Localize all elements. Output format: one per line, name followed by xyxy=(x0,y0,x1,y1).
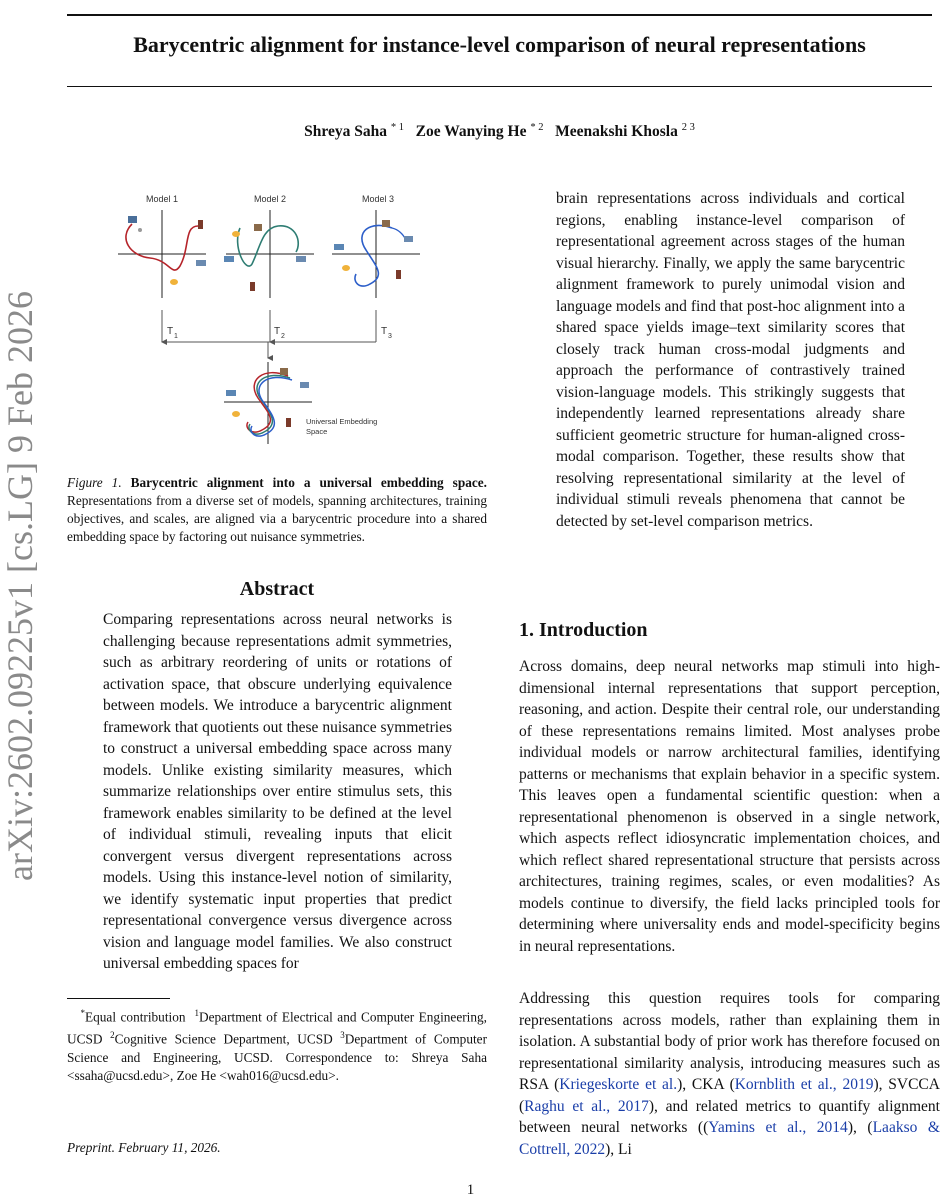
introduction-heading-text: 1. Introduction xyxy=(519,619,648,641)
abstract-heading xyxy=(67,578,487,601)
intro-paragraph-2 xyxy=(519,988,940,1160)
universal-embedding-plot xyxy=(224,362,377,444)
p2-text-d: ), and related metrics to quantify alignment between neural networks (( xyxy=(519,1097,940,1136)
p2-text-c: ), SVCCA ( xyxy=(519,1076,940,1115)
fn-mark-3: 3 xyxy=(340,1030,345,1041)
figure-1-diagram xyxy=(100,186,430,446)
paper-title: Barycentric alignment for instance-level comparison of neural representations xyxy=(133,32,866,57)
footnote-rule xyxy=(67,998,170,999)
fn-mark-equal: * xyxy=(80,1008,85,1018)
transform-sub-1: 1 xyxy=(174,333,178,340)
caption-label: Figure 1. xyxy=(67,475,122,490)
transform-sub-3: 3 xyxy=(388,333,392,340)
citation-link[interactable]: Raghu et al., 2017 xyxy=(524,1097,649,1115)
p2-text-b: ), CKA ( xyxy=(677,1076,735,1093)
p2-text-a: Addressing this question requires tools for comparing representations across models, rather than explaining them in isolation. A substantial body of prior work has therefore focused on representational similarity analysis, introducing measures such as RSA ( xyxy=(519,990,940,1093)
author-name: Meenakshi Khosla xyxy=(555,123,678,141)
fn-aff-3: Department of Computer Science and Engineering, UCSD. Correspondence to: Shreya Saha <ssaha@ucsd.edu>, Zoe He <wah016@ucsd.edu>. xyxy=(67,1031,487,1083)
author-marks: * 1 xyxy=(390,122,405,133)
footnote xyxy=(67,1004,487,1085)
abstract-body: Comparing representations across neural networks is challenging because representations admit symmetries, such as arbitrary reordering of units or rotations of activation space, that obscure underlying equivalence between models. We introduce a barycentric alignment framework that quotients out these nuisance symmetries to construct a universal embedding space across many models. Unlike existing similarity measures, which summarize relationships over entire stimulus sets, this framework enables similarity to be defined at the level of individual stimuli, revealing inputs that elicit convergent versus divergent representations across models. Using this instance-level notion of similarity, we identify systematic input properties that predict representational convergence versus divergence across vision and language model families. We also construct universal embedding spaces for xyxy=(103,611,452,972)
model-3-plot xyxy=(332,210,420,298)
model-label-1: Model 1 xyxy=(145,194,179,204)
universal-label-line2: Space xyxy=(306,427,328,436)
transform-arrows xyxy=(162,310,392,358)
p2-text-f: ), Li xyxy=(605,1140,632,1158)
p2-text-e: ), ( xyxy=(847,1119,873,1136)
caption-body: Representations from a diverse set of models, spanning architectures, training objectives, and scales, are aligned via a barycentric procedure into a shared embedding space by factoring out nuisance symmetries. xyxy=(67,493,487,544)
author-marks: 2 3 xyxy=(681,122,695,133)
model-label-3: Model 3 xyxy=(361,194,395,204)
transform-sub-2: 2 xyxy=(281,333,285,340)
intro-paragraph-1: Across domains, deep neural networks map stimuli into high-dimensional internal representations that support perception, reasoning, and action. Despite their central role, our understanding of these representations remains limited. Most analyses probe individual models or narrow architectural families, identifying patterns or mechanisms that explain behavior in a specific system. This leaves open a fundamental scientific question: when a representational phenomenon is observed in a single network, which aspects reflect idiosyncratic implementation choices, and which reflect shared representational structure that persists across architectures, training regimes, scales, or even modalities? As models continue to diversify, the field lacks principled tools for determining where universality ends and model-specificity begins in neural representations. xyxy=(519,658,940,955)
figure-1 xyxy=(100,186,430,446)
author-marks: * 2 xyxy=(530,122,544,133)
abstract-heading-text: Abstract xyxy=(239,578,315,600)
model-label-2: Model 2 xyxy=(253,194,287,204)
transform-label-3: T xyxy=(381,326,388,337)
fn-aff-2: Cognitive Science Department, UCSD xyxy=(114,1031,333,1047)
author-name: Shreya Saha xyxy=(304,123,388,141)
transform-label-2: T xyxy=(274,326,281,337)
author-name: Zoe Wanying He xyxy=(415,123,527,141)
fn-aff-1: Department of Electrical and Computer Engineering, UCSD xyxy=(67,1009,487,1047)
transform-label-1: T xyxy=(167,326,174,337)
citation-link[interactable]: Yamins et al., 2014 xyxy=(708,1119,848,1136)
fn-mark-2: 2 xyxy=(110,1030,115,1041)
model-2-plot xyxy=(224,210,314,298)
page-number: 1 xyxy=(466,1182,475,1198)
abstract-continuation: brain representations across individuals and cortical regions, enabling instance-level comparison of representational agreement across stages of the human visual hierarchy. Finally, we apply the same barycentric alignment framework to purely unimodal vision and language models and find that post-hoc alignment into a shared space yields image–text similarity scores that closely track human cross-modal judgments and approach the performance of contrastively trained vision-language models. This strikingly suggests that independently learned representations already share sufficient geometric structure for human-aligned cross-modal comparison. Together, these results show that resolving representational similarity at the level of individual stimuli reveals phenomena that cannot be detected by set-level comparison metrics. xyxy=(556,190,905,530)
fn-equal: Equal contribution xyxy=(85,1009,186,1025)
citation-link[interactable]: Kriegeskorte et al. xyxy=(559,1076,678,1093)
preprint-note: Preprint. February 11, 2026. xyxy=(67,1140,221,1155)
author-list xyxy=(67,122,932,141)
title-bottom-rule xyxy=(67,86,932,87)
figure-caption xyxy=(67,474,487,546)
universal-label-line1: Universal Embedding xyxy=(306,417,378,426)
fn-mark-1: 1 xyxy=(194,1008,200,1018)
title-top-rule xyxy=(67,14,932,16)
caption-title: Barycentric alignment into a universal embedding space. xyxy=(130,475,488,490)
citation-link[interactable]: Kornblith et al., 2019 xyxy=(734,1076,874,1093)
arxiv-watermark: arXiv:2602.09225v1 [cs.LG] 9 Feb 2026 xyxy=(0,291,40,881)
introduction-heading xyxy=(519,619,648,642)
model-1-plot xyxy=(118,210,206,298)
citation-link[interactable]: Laakso & Cottrell, 2022 xyxy=(519,1119,940,1158)
